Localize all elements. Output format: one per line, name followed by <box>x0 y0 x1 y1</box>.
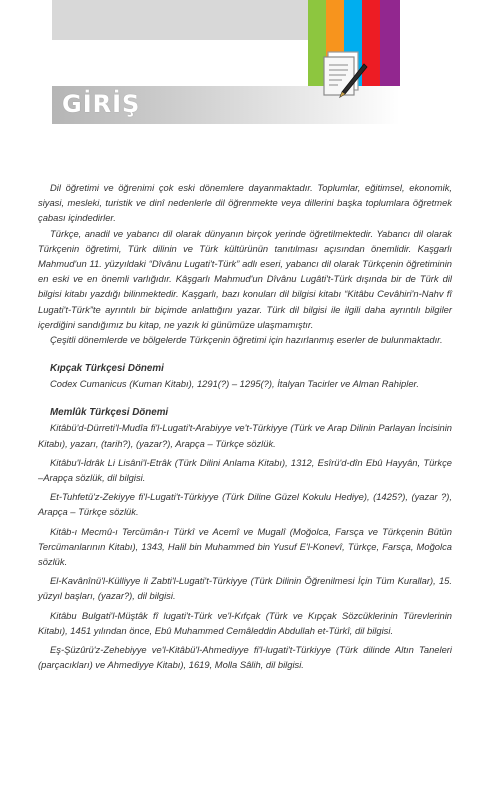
top-gray-bar <box>52 0 308 40</box>
bibliography-entry: Kitâbu Bulgati'l-Müştâk fî lugati't-Türk ve'l-Kıfçak (Türk ve Kıpçak Sözcüklerinin Türevlerinin Kitabı), 1451 yılından önce, Ebû Muhammed Cemâleddin Abdullah et-Türkî, dil bilgisi. <box>38 609 452 636</box>
main-text <box>38 180 452 676</box>
intro-paragraph: Çeşitli dönemlerde ve bölgelerde Türkçenin öğretimi için hazırlanmış eserler de bulunmaktadır. <box>50 334 443 346</box>
document-pen-icon <box>320 50 370 104</box>
bibliography-entry: Codex Cumanicus (Kuman Kitabı), 1291(?) – 1295(?), İtalyan Tacirler ve Alman Rahipler. <box>50 378 419 390</box>
section-heading: Memlûk Türkçesi Dönemi <box>50 407 169 419</box>
intro-paragraph: Türkçe, anadil ve yabancı dil olarak dünyanın birçok yerinde öğretilmektedir. Yabancı dil olarak Türkçenin öğretimi, Türk dilinin ve Türk kültürünün tanıtılması açısından önemlidir. Kaşgarlı Mahmud'un 11. yüzyıldaki “Dîvânu Lugati't-Türk” adlı eseri, yabancı dil olarak Türkçenin öğretiminin en eski ve en önemli varlığıdır. Kâşgarlı Mahmud'un Dîvânu Lugâti't-Türk dışında bir de Türk dil bilgisi kitabı yazdığı bilinmektedir. Kaşgarlı, bazı konuları dil bilgisi kitabı “Kitâbu Cevâhiri'n-Nahv fî Lugati't-Türk”te ayrıntılı bir biçimde anlattığını yazar. Türk dil bilgisi ile ilgili daha ayrıntılı bilgiler içerdiğini sandığımız bu kitap, ne yazık ki günümüze ulaşmamıştır. <box>38 227 452 330</box>
intro-paragraph: Dil öğretimi ve öğrenimi çok eski dönemlere dayanmaktadır. Toplumlar, eğitimsel, ekonomik, siyasi, mesleki, turistik ve dinî nedenlerle dil öğrenmekte veya dillerini başka toplumlara öğretmek çabası içindedirler. <box>38 182 452 224</box>
bibliography-entry: Kitâb-ı Mecmû-ı Tercümân-ı Türkî ve Acemî ve Mugalî (Moğolca, Farsça ve Türkçenin Bütün Tercümanlarının Kitabı), 1343, Halil bin Muhammed bin Yusuf E'l-Konevî, Türkçe, Farsça, Moğolca sözlük. <box>38 525 452 568</box>
bibliography-entry: El-Kavânînü'l-Külliyye li Zabti'l-Lugati't-Türkiyye (Türk Dilinin Öğrenilmesi İçin Tüm Kurallar), 15. yüzyıl başları, (yazar?), dil bilgisi. <box>38 575 452 602</box>
bibliography-entry: Et-Tuhfetü'z-Zekiyye fi'l-Lugati't-Türkiyye (Türk Diline Güzel Kokulu Hediye), (1425?), (yazar ?), Arapça – Türkçe sözlük. <box>38 491 452 518</box>
section-heading: Kıpçak Türkçesi Dönemi <box>50 363 164 375</box>
bibliography-entry: Kitâbü'd-Dürreti'l-Mudîa fi'l-Lugati't-Arabiyye ve't-Türkiyye (Türk ve Arap Dilinin Parlayan İncisinin Kitabı), yazarı, (tarih?), (yazar?), Arapça – Türkçe sözlük. <box>38 422 452 449</box>
bibliography-entry: Eş-Şüzûrü'z-Zehebiyye ve'l-Kitâbü'l-Ahmediyye fi'l-lugati't-Türkiyye (Türk dilinde Altın Taneleri (parçacıkları) ve Ahmediyye Kitabı), 1619, Molla Sâlih, dil bilgisi. <box>38 644 452 671</box>
page-title: GİRİŞ <box>62 90 141 118</box>
bibliography-entry: Kitâbu'l-İdrâk Li Lisâni'l-Etrâk (Türk Dilini Anlama Kitabı), 1312, Esîrü'd-dîn Ebû Hayyân, Türkçe –Arapça sözlük, dil bilgisi. <box>38 456 452 484</box>
